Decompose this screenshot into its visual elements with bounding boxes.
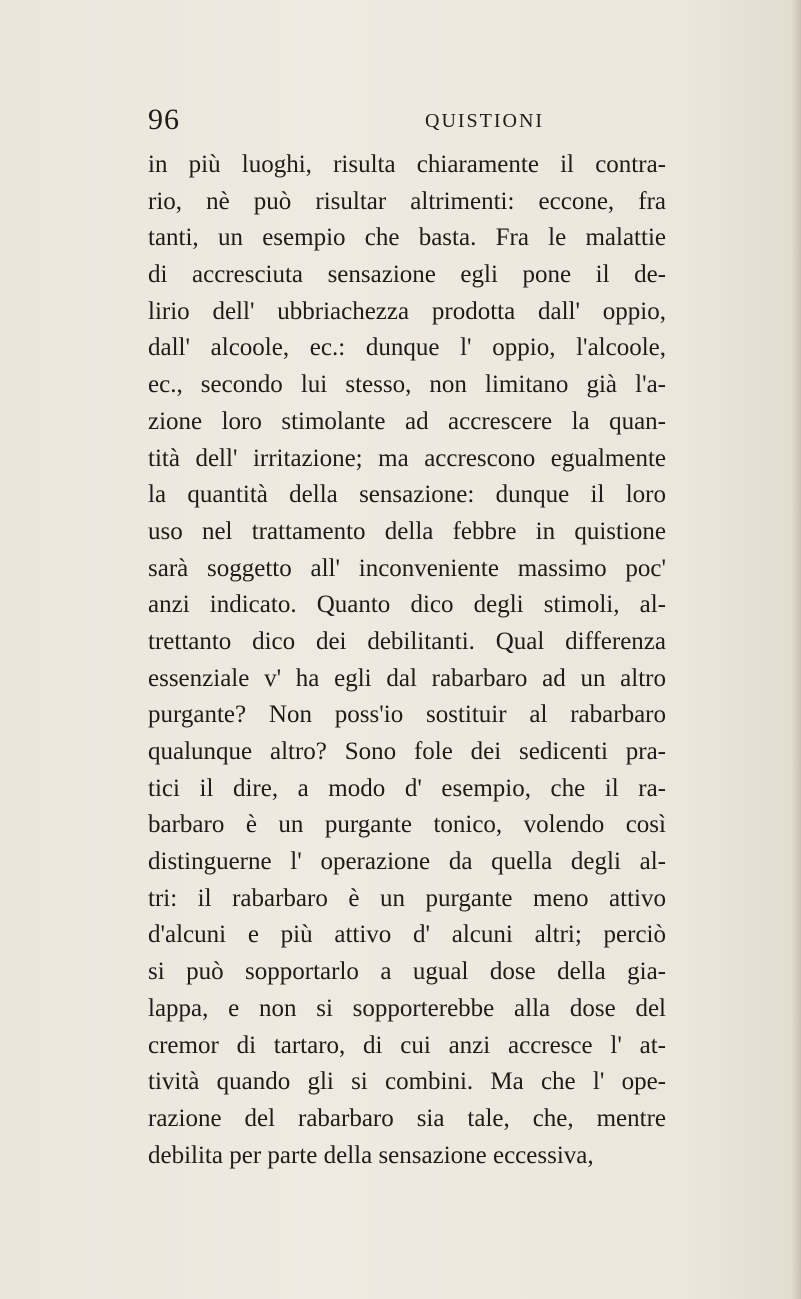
text-line: barbaro è un purgante tonico, volendo così	[148, 811, 666, 839]
body-text	[148, 147, 666, 1174]
text-line: lappa, e non si sopporterebbe alla dose del	[148, 994, 666, 1022]
page-number: 96	[148, 103, 180, 136]
text-line: lirio dell' ubbriachezza prodotta dall' oppio,	[148, 297, 666, 325]
text-line: si può sopportarlo a ugual dose della gia-	[148, 958, 666, 986]
text-line: in più luoghi, risulta chiaramente il contra-	[148, 151, 666, 178]
text-line: rio, nè può risultar altrimenti: eccone, fra	[148, 187, 666, 215]
text-line: uso nel trattamento della febbre in quistione	[148, 517, 666, 545]
text-line: razione del rabarbaro sia tale, che, mentre	[148, 1104, 666, 1132]
text-line: debilita per parte della sensazione eccessiva,	[148, 1141, 594, 1169]
text-line: distinguerne l' operazione da quella degli al-	[148, 848, 666, 876]
text-line: tici il dire, a modo d' esempio, che il ra-	[148, 774, 666, 802]
text-line: cremor di tartaro, di cui anzi accresce l' at-	[148, 1031, 666, 1059]
text-line: di accresciuta sensazione egli pone il de-	[148, 261, 666, 289]
text-line: tri: il rabarbaro è un purgante meno attivo	[148, 884, 666, 912]
text-line: tanti, un esempio che basta. Fra le malattie	[148, 224, 666, 252]
text-line: essenziale v' ha egli dal rabarbaro ad un altro	[148, 664, 666, 692]
text-line: tità dell' irritazione; ma accrescono egualmente	[148, 444, 666, 472]
text-line: sarà soggetto all' inconveniente massimo poc'	[148, 554, 666, 582]
text-line: ec., secondo lui stesso, non limitano già l'a-	[148, 371, 666, 399]
text-line: zione loro stimolante ad accrescere la quan-	[148, 407, 666, 435]
text-line: dall' alcoole, ec.: dunque l' oppio, l'alcoole,	[148, 334, 666, 362]
text-line: d'alcuni e più attivo d' alcuni altri; perciò	[148, 921, 666, 949]
page-header	[148, 100, 668, 140]
running-head: QUISTIONI	[425, 110, 545, 132]
text-line: anzi indicato. Quanto dico degli stimoli, al-	[148, 591, 666, 619]
text-line: qualunque altro? Sono fole dei sedicenti pra-	[148, 738, 666, 765]
text-line: trettanto dico dei debilitanti. Qual differenza	[148, 627, 666, 655]
text-line: la quantità della sensazione: dunque il loro	[148, 481, 666, 509]
page-edge-shadow	[791, 0, 801, 1299]
text-line: tività quando gli si combini. Ma che l' ope-	[148, 1068, 666, 1096]
text-line: purgante? Non poss'io sostituir al rabarbaro	[148, 701, 666, 729]
